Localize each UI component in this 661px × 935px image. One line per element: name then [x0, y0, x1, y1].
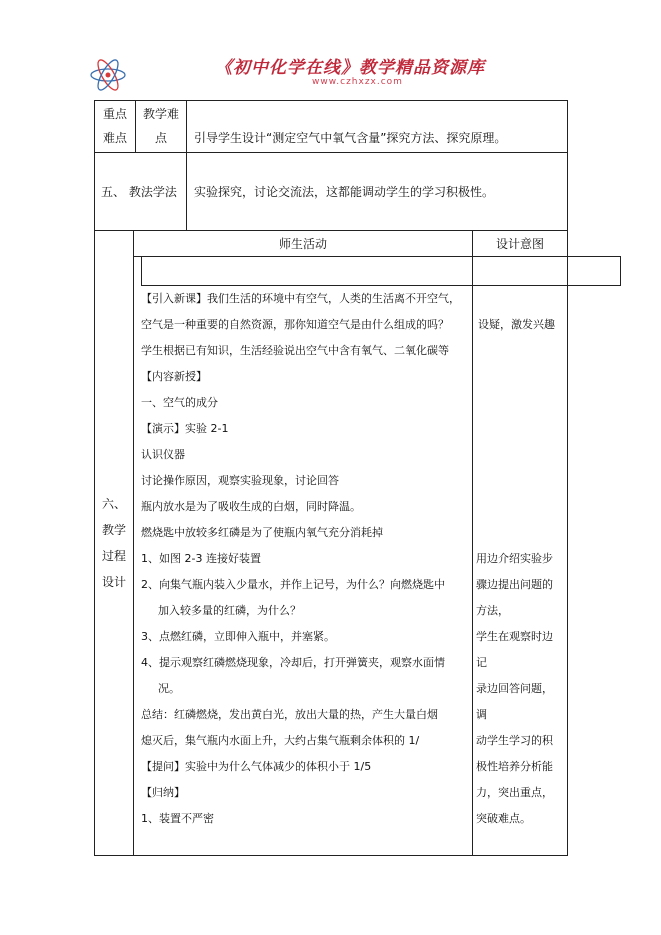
row1-label-b-line1: 教学难: [142, 107, 179, 121]
intent-line: 用边介绍实验步: [476, 552, 553, 565]
intent-line: 学生在观察时边: [476, 630, 553, 643]
intent-line: 调: [476, 708, 487, 721]
activity-line: 总结：红磷燃烧，发出黄白光，放出大量的热，产生大量白烟: [141, 708, 438, 721]
activity-line: 学生根据已有知识，生活经验说出空气中含有氧气、二氧化碳等: [141, 344, 449, 357]
activity-line: 1、如图 2-3 连接好装置: [141, 552, 261, 565]
activity-line: 况。: [158, 682, 180, 695]
intent-line: 极性培养分析能: [476, 760, 553, 773]
row1-label-b-line2: 点: [154, 131, 167, 145]
row1-label-a-line1: 重点: [102, 107, 127, 121]
intent-line: 力，突出重点，: [476, 786, 553, 799]
activity-column-header: 师生活动: [278, 237, 327, 251]
row3-label-line1: 六、: [101, 497, 126, 511]
banner-title: 《初中化学在线》教学精品资源库: [215, 58, 485, 78]
row2-content: 实验探究，讨论交流法，这都能调动学生的学习积极性。: [194, 185, 495, 199]
row3-label-line2: 教学: [101, 523, 126, 537]
atom-logo-icon: [88, 58, 128, 92]
activity-line: 讨论操作原因，观察实验现象，讨论回答: [141, 474, 339, 487]
intent-line: 方法，: [476, 604, 509, 617]
intent-line: 骤边提出问题的: [476, 578, 553, 591]
row3-label-line3: 过程: [101, 549, 126, 563]
activity-line: 燃烧匙中放较多红磷是为了使瓶内氧气充分消耗掉: [141, 526, 383, 539]
intent-line: 记: [476, 656, 487, 669]
row1-content: 引导学生设计“测定空气中氧气含量”探究方法、探究原理。: [194, 131, 507, 145]
row3-label-line4: 设计: [101, 575, 126, 589]
intent-line: 动学生学习的积: [476, 734, 553, 747]
activity-line: 空气是一种重要的自然资源，那你知道空气是由什么组成的吗？: [141, 318, 449, 331]
row1-label-a-line2: 难点: [102, 131, 127, 145]
activity-line: 4、提示观察红磷燃烧现象，冷却后，打开弹簧夹，观察水面情: [141, 656, 445, 669]
intent-line: 录边回答问题，: [476, 682, 553, 695]
intent-column-header: 设计意图: [495, 237, 544, 251]
intent-line: 设疑，激发兴趣: [478, 318, 555, 331]
activity-line: 一、空气的成分: [141, 396, 218, 409]
activity-line: 加入较多量的红磷，为什么？: [158, 604, 301, 617]
activity-line: 【引入新课】我们生活的环境中有空气，人类的生活离不开空气，: [141, 292, 460, 305]
banner-url: www.czhxzx.com: [312, 77, 403, 87]
activity-line: 认识仪器: [141, 448, 185, 461]
activity-line: 2、向集气瓶内装入少量水，并作上记号，为什么？向燃烧匙中: [141, 578, 445, 591]
row2-label: 五、 教法学法: [101, 185, 177, 199]
intent-line: 突破难点。: [476, 812, 531, 825]
activity-line: 【归纳】: [141, 786, 185, 799]
activity-line: 瓶内放水是为了吸收生成的白烟，同时降温。: [141, 500, 361, 513]
activity-line: 3、点燃红磷，立即伸入瓶中，并塞紧。: [141, 630, 335, 643]
activity-line: 【提问】实验中为什么气体减少的体积小于 1/5: [141, 760, 372, 773]
activity-line: 【内容新授】: [141, 370, 207, 383]
activity-line: 1、装置不严密: [141, 812, 214, 825]
activity-line: 【演示】实验 2-1: [141, 422, 229, 435]
activity-line: 熄灭后，集气瓶内水面上升，大约占集气瓶剩余体积的 1/: [141, 734, 420, 747]
